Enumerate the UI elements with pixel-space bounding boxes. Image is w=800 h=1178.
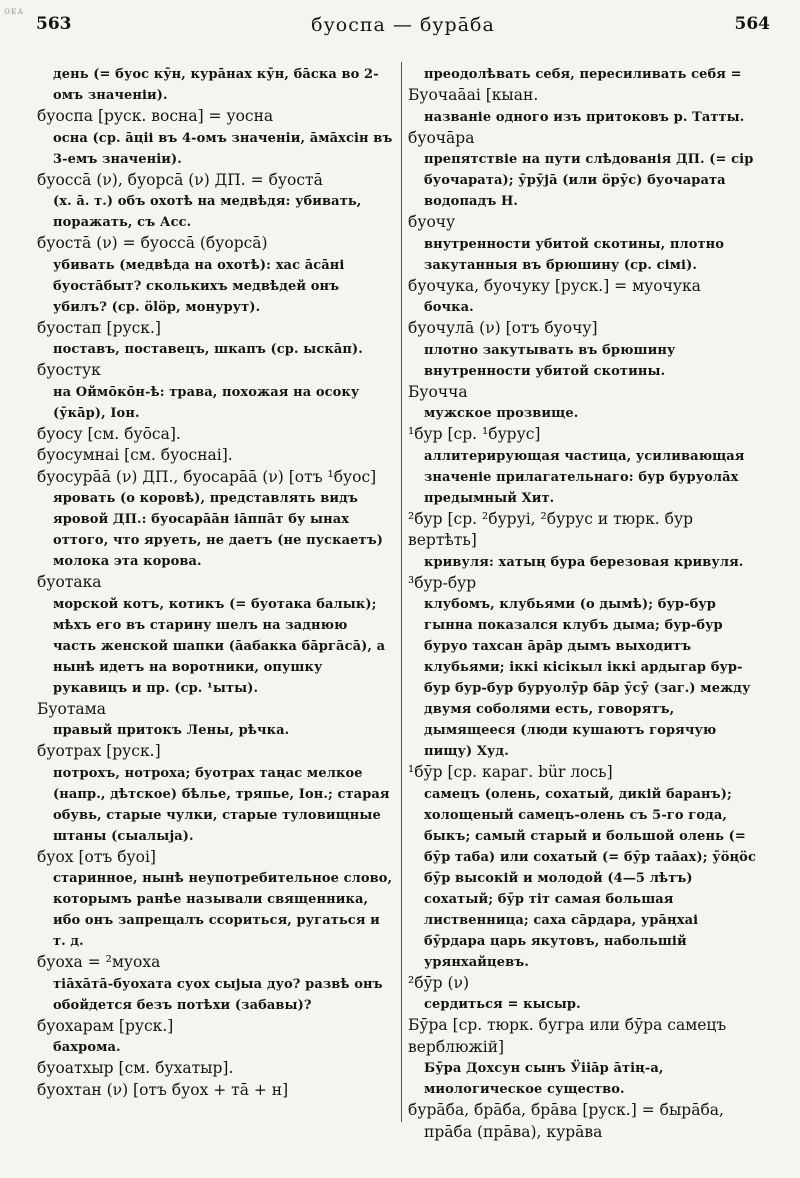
entry-definition: препятствіе на пути слѣдованія ДП. (= сiр буочарата); ӯрӯјā (или öрӯс) буочарата водопадъ Н. (424, 152, 754, 209)
entry-headword: Бӯра [ср. тюрк. бугра или бӯра самецъ верблюжій] (408, 1016, 727, 1056)
entry-headword: буосурāā (ν) ДП., буосарāā (ν) [отъ ¹буос] (37, 467, 377, 486)
dictionary-entry (37, 1058, 395, 1080)
dictionary-entry (37, 106, 395, 170)
entry-definition: яровать (о коровѣ), представлять видъ яровой ДП.: буосарāāн іāппāт бу ынах оттого, что яруеть, не даетъ (не пускаетъ) молока эта корова. (53, 491, 384, 569)
dictionary-entry (408, 212, 763, 276)
entry-headword: буоха = ²муоха (37, 953, 161, 971)
entry-headword: буостā (ν) = буоссā (буорсā) (37, 234, 268, 252)
entry-definition: морской котъ, котикъ (= буотака балык); мѣхъ его въ старину шелъ на заднюю часть женской шапки (āабакка бāргāсā), а нынѣ идетъ на воротники, опушку рукавицъ и пр. (ср. ¹ыты). (53, 596, 386, 696)
entry-definition: на Оймōкōн-ѣ: трава, похожая на осоку (ӯкāр), Іон. (53, 384, 360, 421)
entry-definition: поставъ, поставецъ, шкапъ (ср. ыскāп). (53, 342, 363, 357)
entry-headword: буохтан (ν) [отъ буох + тā + н] (37, 1080, 289, 1099)
entry-definition: аллитерирующая частица, усиливающая значеніе прилагательнаго: бур буруолāх предымный Хит. (424, 448, 745, 506)
dictionary-entry (408, 382, 763, 425)
entry-definition: осна (ср. āцiі въ 4-омъ значенiи, āмāхсiн въ 3-емъ значенiи). (53, 130, 393, 167)
dictionary-entry (37, 847, 395, 953)
entry-definition: бахрома. (53, 1040, 121, 1055)
left-column (37, 64, 395, 1101)
running-title: буоспа — бурāба (311, 14, 495, 36)
right-column (408, 64, 763, 1143)
dictionary-entry (408, 573, 763, 763)
entry-headword: буостап [руск.] (37, 318, 161, 337)
entry-headword: Буочаāаі [кыан. (408, 86, 539, 104)
entry-headword: буосу [см. буōса]. (37, 424, 181, 443)
dictionary-entry (37, 360, 395, 424)
column-divider (401, 62, 402, 1122)
entry-headword: буосумнаі [см. буоснаі]. (37, 446, 233, 464)
dictionary-entry (408, 64, 763, 85)
entry-headword: Буочча (408, 382, 468, 401)
dictionary-entry (408, 276, 763, 319)
entry-headword: буочулā (ν) [отъ буочу] (408, 319, 598, 337)
entry-headword: буочу (408, 213, 456, 231)
entry-definition: тiāхāтā-буохата суох сыјыа дуо? развѣ онъ обойдется безъ потѣхи (забавы)? (53, 976, 383, 1013)
entry-definition: потрохъ, нотроха; буотрах таңас мелкое (напр., дѣтское) бѣлье, тряпье, Іон.; старая обувь, старые чулки, старые туловищные штаны (сыалыjа). (53, 765, 390, 844)
entry-headword: ¹бӯр [ср. караг. bür лось] (408, 763, 613, 781)
dictionary-entry (37, 952, 395, 1016)
dictionary-entry (408, 762, 763, 973)
entry-headword: буочука, буочуку [руск.] = муочука (408, 276, 701, 295)
entry-definition: названіе одного изъ притоковъ р. Татты. (424, 109, 745, 125)
entry-definition: Бӯра Дохсун сынъ Ӱiiāр āтiң-а, миологическое существо. (424, 1061, 664, 1097)
entry-definition: самецъ (олень, сохатый, дикій баранъ); холощеный самецъ-олень съ 5-го года, быкъ; самый старый и большой олень (= бӯр таба) или сохатый (= бӯр таāах); ӯöңöс бӯр высокій и молодой (4—5 лѣтъ) сохатый; бӯр тiт самая большая лиственница; саха сāрдара, урāңхаі бӯрдара царь якутовъ, набольшій урянхайцевъ. (424, 786, 756, 970)
entry-definition: преодолѣвать себя, пересиливать себя = (424, 67, 742, 82)
dictionary-entry (408, 318, 763, 382)
dictionary-entry (37, 1016, 395, 1059)
entry-definition: клубомъ, клубьями (о дымѣ); бур-бур гынна показался клубъ дыма; бур-бур буруо тахсан āрāр дымъ выходитъ клубьями; iккi кiсiкыл iккi ардыгар бур-бур бур-бур буруолӯр бāр ӯсӯ (заг.) между двумя соболями есть, говорятъ, дымящееся (люди кушаютъ горячую пищу) Худ. (424, 597, 751, 759)
dictionary-entry (37, 741, 395, 847)
entry-headword: буостук (37, 361, 101, 379)
dictionary-entry (37, 170, 395, 234)
page-number-right: 564 (734, 14, 770, 34)
library-stamp: ᴏᴇᴀ (4, 6, 25, 17)
dictionary-entry (37, 572, 395, 699)
entry-definition: убивать (медвѣда на охотѣ): хас āсāні буостāбыт? сколькихъ медвѣдей онъ убилъ? (ср. ölöр, монурут). (53, 257, 345, 315)
dictionary-entry (37, 424, 395, 446)
entry-definition: бочка. (424, 300, 474, 315)
dictionary-entry (37, 445, 395, 467)
entry-definition: (х. ā. т.) объ охотѣ на медвѣдя: убивать, поражать, съ Асс. (53, 194, 362, 230)
entry-headword: буотрах [руск.] (37, 742, 161, 760)
page-number-left: 563 (36, 14, 72, 34)
entry-headword: буоспа [руск. восна] = уосна (37, 107, 274, 125)
dictionary-entry (408, 128, 763, 213)
dictionary-entry (37, 699, 395, 742)
dictionary-entry (408, 85, 763, 128)
entry-headword: буотака (37, 573, 102, 591)
entry-headword: ²бур [ср. ²буруі, ²бурус и тюрк. бур вертѣть] (408, 509, 694, 549)
entry-headword: бурāба, брāба, брāва [руск.] = бырāба, (408, 1101, 724, 1119)
dictionary-entry (37, 318, 395, 361)
entry-definition: правый притокъ Лены, рѣчка. (53, 723, 290, 738)
entry-headword: буох [отъ буоі] (37, 847, 156, 866)
entry-definition: плотно закутывать въ брюшину внутренности убитой скотины. (424, 342, 676, 379)
entry-headword: Буотама (37, 699, 106, 718)
dictionary-entry (37, 467, 395, 573)
entry-headword: буоатхыр [см. бухатыр]. (37, 1059, 234, 1077)
dictionary-entry (408, 509, 763, 573)
dictionary-entry (37, 233, 395, 318)
entry-definition: мужское прозвище. (424, 406, 579, 421)
page-header (36, 14, 770, 40)
entry-headword: буочāра (408, 128, 475, 147)
dictionary-entry (408, 424, 763, 509)
entry-headword: ¹бур [ср. ¹бурус] (408, 425, 541, 443)
dictionary-entry (37, 64, 395, 106)
entry-headword: буохарам [руск.] (37, 1016, 174, 1035)
dictionary-entry (408, 1015, 763, 1100)
entry-headword: ³бур-бур (408, 573, 477, 592)
entry-headword: буоссā (ν), буорсā (ν) ДП. = буостā (37, 170, 323, 189)
entry-definition: день (= буос кӯн, курāнах кӯн, бāска во 2-омъ значеніи). (53, 67, 379, 103)
entry-headword: ²бӯр (ν) (408, 973, 470, 992)
entry-definition: кривуля: хатың бура березовая кривуля. (424, 554, 744, 570)
entry-definition: сердиться = кысыр. (424, 997, 581, 1012)
dictionary-entry (408, 1100, 763, 1143)
entry-definition: старинное, нынѣ неупотребительное слово, которымъ ранѣе называли священника, ибо онъ запрещалъ ссориться, ругаться и т. д. (53, 871, 393, 949)
dictionary-entry (37, 1080, 395, 1102)
entry-continuation: прāба (прāва), курāва (424, 1122, 603, 1141)
dictionary-entry (408, 973, 763, 1016)
entry-definition: внутренности убитой скотины, плотно закутанныя въ брюшину (ср. сімі). (424, 236, 725, 273)
